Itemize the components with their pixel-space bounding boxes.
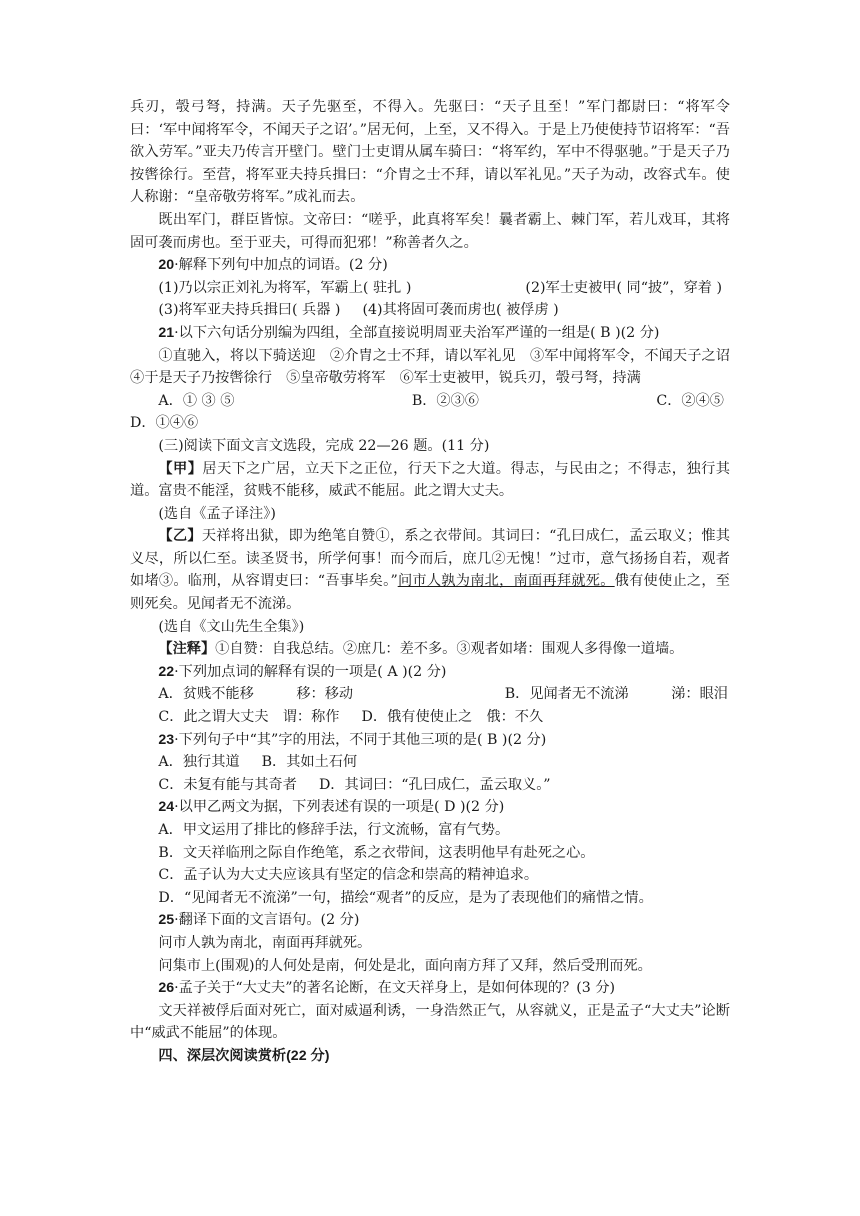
answer-text: 文天祥被俘后面对死亡，面对威逼利诱，一身浩然正气，从容就义，正是孟子“大丈夫”论断中“威武不能屈”的体现。 <box>130 1002 730 1042</box>
option-d: D．①④⑥ <box>130 415 199 432</box>
option-c: C．②④⑤ <box>656 392 724 409</box>
answer-item: (4)其将固可袭而虏也( 被俘虏 ) <box>362 302 559 319</box>
question-stem: ·解释下列句中加点的词语。(2 分) <box>174 257 388 274</box>
note-text: ①自赞：自我总结。②庶几：差不多。③观者如堵：围观人多得像一道墙。 <box>215 641 684 658</box>
question-25 <box>130 909 730 932</box>
answer-item: (3)将军亚夫持兵揖曰( 兵器 ) <box>158 302 341 319</box>
option-c: C．未复有能与其奇者 <box>158 776 297 793</box>
passage-jia <box>130 458 730 503</box>
option-a: A．贫贱不能移 移：移动 <box>158 686 354 703</box>
section-three-heading: (三)阅读下面文言文选段，完成 22—26 题。(11 分) <box>158 437 490 454</box>
question-number: 25 <box>158 912 175 929</box>
question-24 <box>130 796 730 819</box>
note <box>130 638 730 661</box>
yi-text-end: 俄有使使止之，至则死矣。见闻者无不流涕。 <box>130 573 730 613</box>
document-page <box>130 96 745 1068</box>
question-number: 23 <box>158 731 175 748</box>
answer-row <box>130 277 730 300</box>
option-b: B．其如土石何 <box>261 754 358 771</box>
answer-row <box>130 299 730 322</box>
question-number: 22 <box>158 663 175 680</box>
option-a: A．独行其道 <box>158 754 240 771</box>
option-d: D．其词曰：“孔曰成仁，孟云取义。” <box>318 776 551 793</box>
section-four-heading: 四、深层次阅读赏析(22 分) <box>158 1047 330 1064</box>
option-d: D．“见闻者无不流涕”一句，描绘“观者”的反应，是为了表现他们的痛惜之情。 <box>158 889 653 906</box>
jia-tag: 【甲】 <box>158 460 203 477</box>
question-number: 20 <box>158 257 175 274</box>
question-stem: ·孟子关于“大丈夫”的著名论断，在文天祥身上，是如何体现的？(3 分) <box>174 980 616 997</box>
question-stem: ·以下六句话分别编为四组，全部直接说明周亚夫治军严谨的一组是( B )(2 分) <box>174 324 660 341</box>
option-a: A．甲文运用了排比的修辞手法，行文流畅，富有气势。 <box>158 822 510 838</box>
passage-yi <box>130 525 730 615</box>
option-b: B．文天祥临刑之际自作绝笔，系之衣带间，这表明他早有赴死之心。 <box>158 844 595 861</box>
source-sentence: 问市人孰为南北，南面再拜就死。 <box>158 934 372 951</box>
yi-tag: 【乙】 <box>158 528 202 545</box>
question-number: 26 <box>158 980 175 997</box>
option-b: B．见闻者无不流涕 涕：眼泪 <box>504 686 728 703</box>
question-stem: ·翻译下面的文言语句。(2 分) <box>174 912 360 929</box>
note-tag: 【注释】 <box>158 641 216 658</box>
question-22 <box>130 661 730 684</box>
passage-paragraph: 既出军门，群臣皆惊。文帝曰：“嗟乎，此真将军矣！曩者霸上、棘门军，若儿戏耳，其将固可袭而虏也。至于亚夫，可得而犯邪！”称善者久之。 <box>130 211 730 251</box>
option-a: A．① ③ ⑤ <box>158 392 235 409</box>
question-20 <box>130 254 730 277</box>
options-row <box>130 390 730 413</box>
question-stem: ·下列加点词的解释有误的一项是( A )(2 分) <box>174 663 447 680</box>
yi-text: 天祥将出狱，即为绝笔自赞①，系之衣带间。其词曰：“孔曰成仁，孟云取义；惟其义尽，所以仁至。读圣贤书，所学何事！而今而后，庶几②无愧！”过市，意气扬扬自若，观者如堵③。临刑，从容谓吏曰：“吾事毕矣。” <box>130 528 730 590</box>
question-number: 24 <box>158 799 175 816</box>
options-row <box>130 706 730 729</box>
answer-text: 问集市上(围观)的人何处是南，何处是北，面向南方拜了又拜，然后受刑而死。 <box>158 957 652 974</box>
jia-source: (选自《孟子译注》) <box>158 505 276 522</box>
question-body: ①直驰入，将以下骑送迎 ②介胄之士不拜，请以军礼见 ③军中闻将军令，不闻天子之诏 ④于是天子乃按辔徐行 ⑤皇帝敬劳将军 ⑥军士吏被甲，锐兵刃，彀弓弩，持满 <box>130 347 745 387</box>
yi-source: (选自《文山先生全集》) <box>158 618 305 635</box>
question-number: 21 <box>158 324 175 341</box>
passage-paragraph: 兵刃，彀弓弩，持满。天子先驱至，不得入。先驱曰：“天子且至！”军门都尉曰：“将军令曰：‘军中闻将军令，不闻天子之诏’。”居无何，上至，又不得入。于是上乃使使持节诏将军：“吾欲入劳军。”亚夫乃传言开壁门。壁门士吏谓从属车骑曰：“将军约，军中不得驱驰。”于是天子乃按辔徐行。至营，将军亚夫持兵揖曰：“介胄之士不拜，请以军礼见。”天子为动，改容式车。使人称谢：“皇帝敬劳将军。”成礼而去。 <box>130 99 730 206</box>
question-26 <box>130 977 730 1000</box>
question-stem: ·以甲乙两文为据，下列表述有误的一项是( D )(2 分) <box>174 799 505 816</box>
answer-item: (1)乃以宗正刘礼为将军，军霸上( 驻扎 ) <box>158 279 412 296</box>
option-d: D．俄有使使止之 俄：不久 <box>361 709 544 726</box>
options-row <box>130 683 730 706</box>
option-c: C．此之谓大丈夫 谓：称作 <box>158 709 340 726</box>
question-stem: ·下列句子中“其”字的用法，不同于其他三项的是( B )(2 分) <box>174 731 547 748</box>
options-row <box>130 774 730 797</box>
answer-item: (2)军士吏被甲( 同“披”，穿着 ) <box>525 279 722 296</box>
options-row <box>130 751 730 774</box>
yi-underlined-text: 问市人孰为南北，南面再拜就死。 <box>397 573 615 590</box>
option-b: B．②③⑥ <box>411 392 479 409</box>
question-23 <box>130 729 730 752</box>
option-c: C．孟子认为大丈夫应该具有坚定的信念和崇高的精神追求。 <box>158 867 539 884</box>
jia-text: 居天下之广居，立天下之正位，行天下之大道。得志，与民由之；不得志，独行其道。富贵不能淫，贫贱不能移，威武不能屈。此之谓大丈夫。 <box>130 460 730 500</box>
question-21 <box>130 322 730 345</box>
